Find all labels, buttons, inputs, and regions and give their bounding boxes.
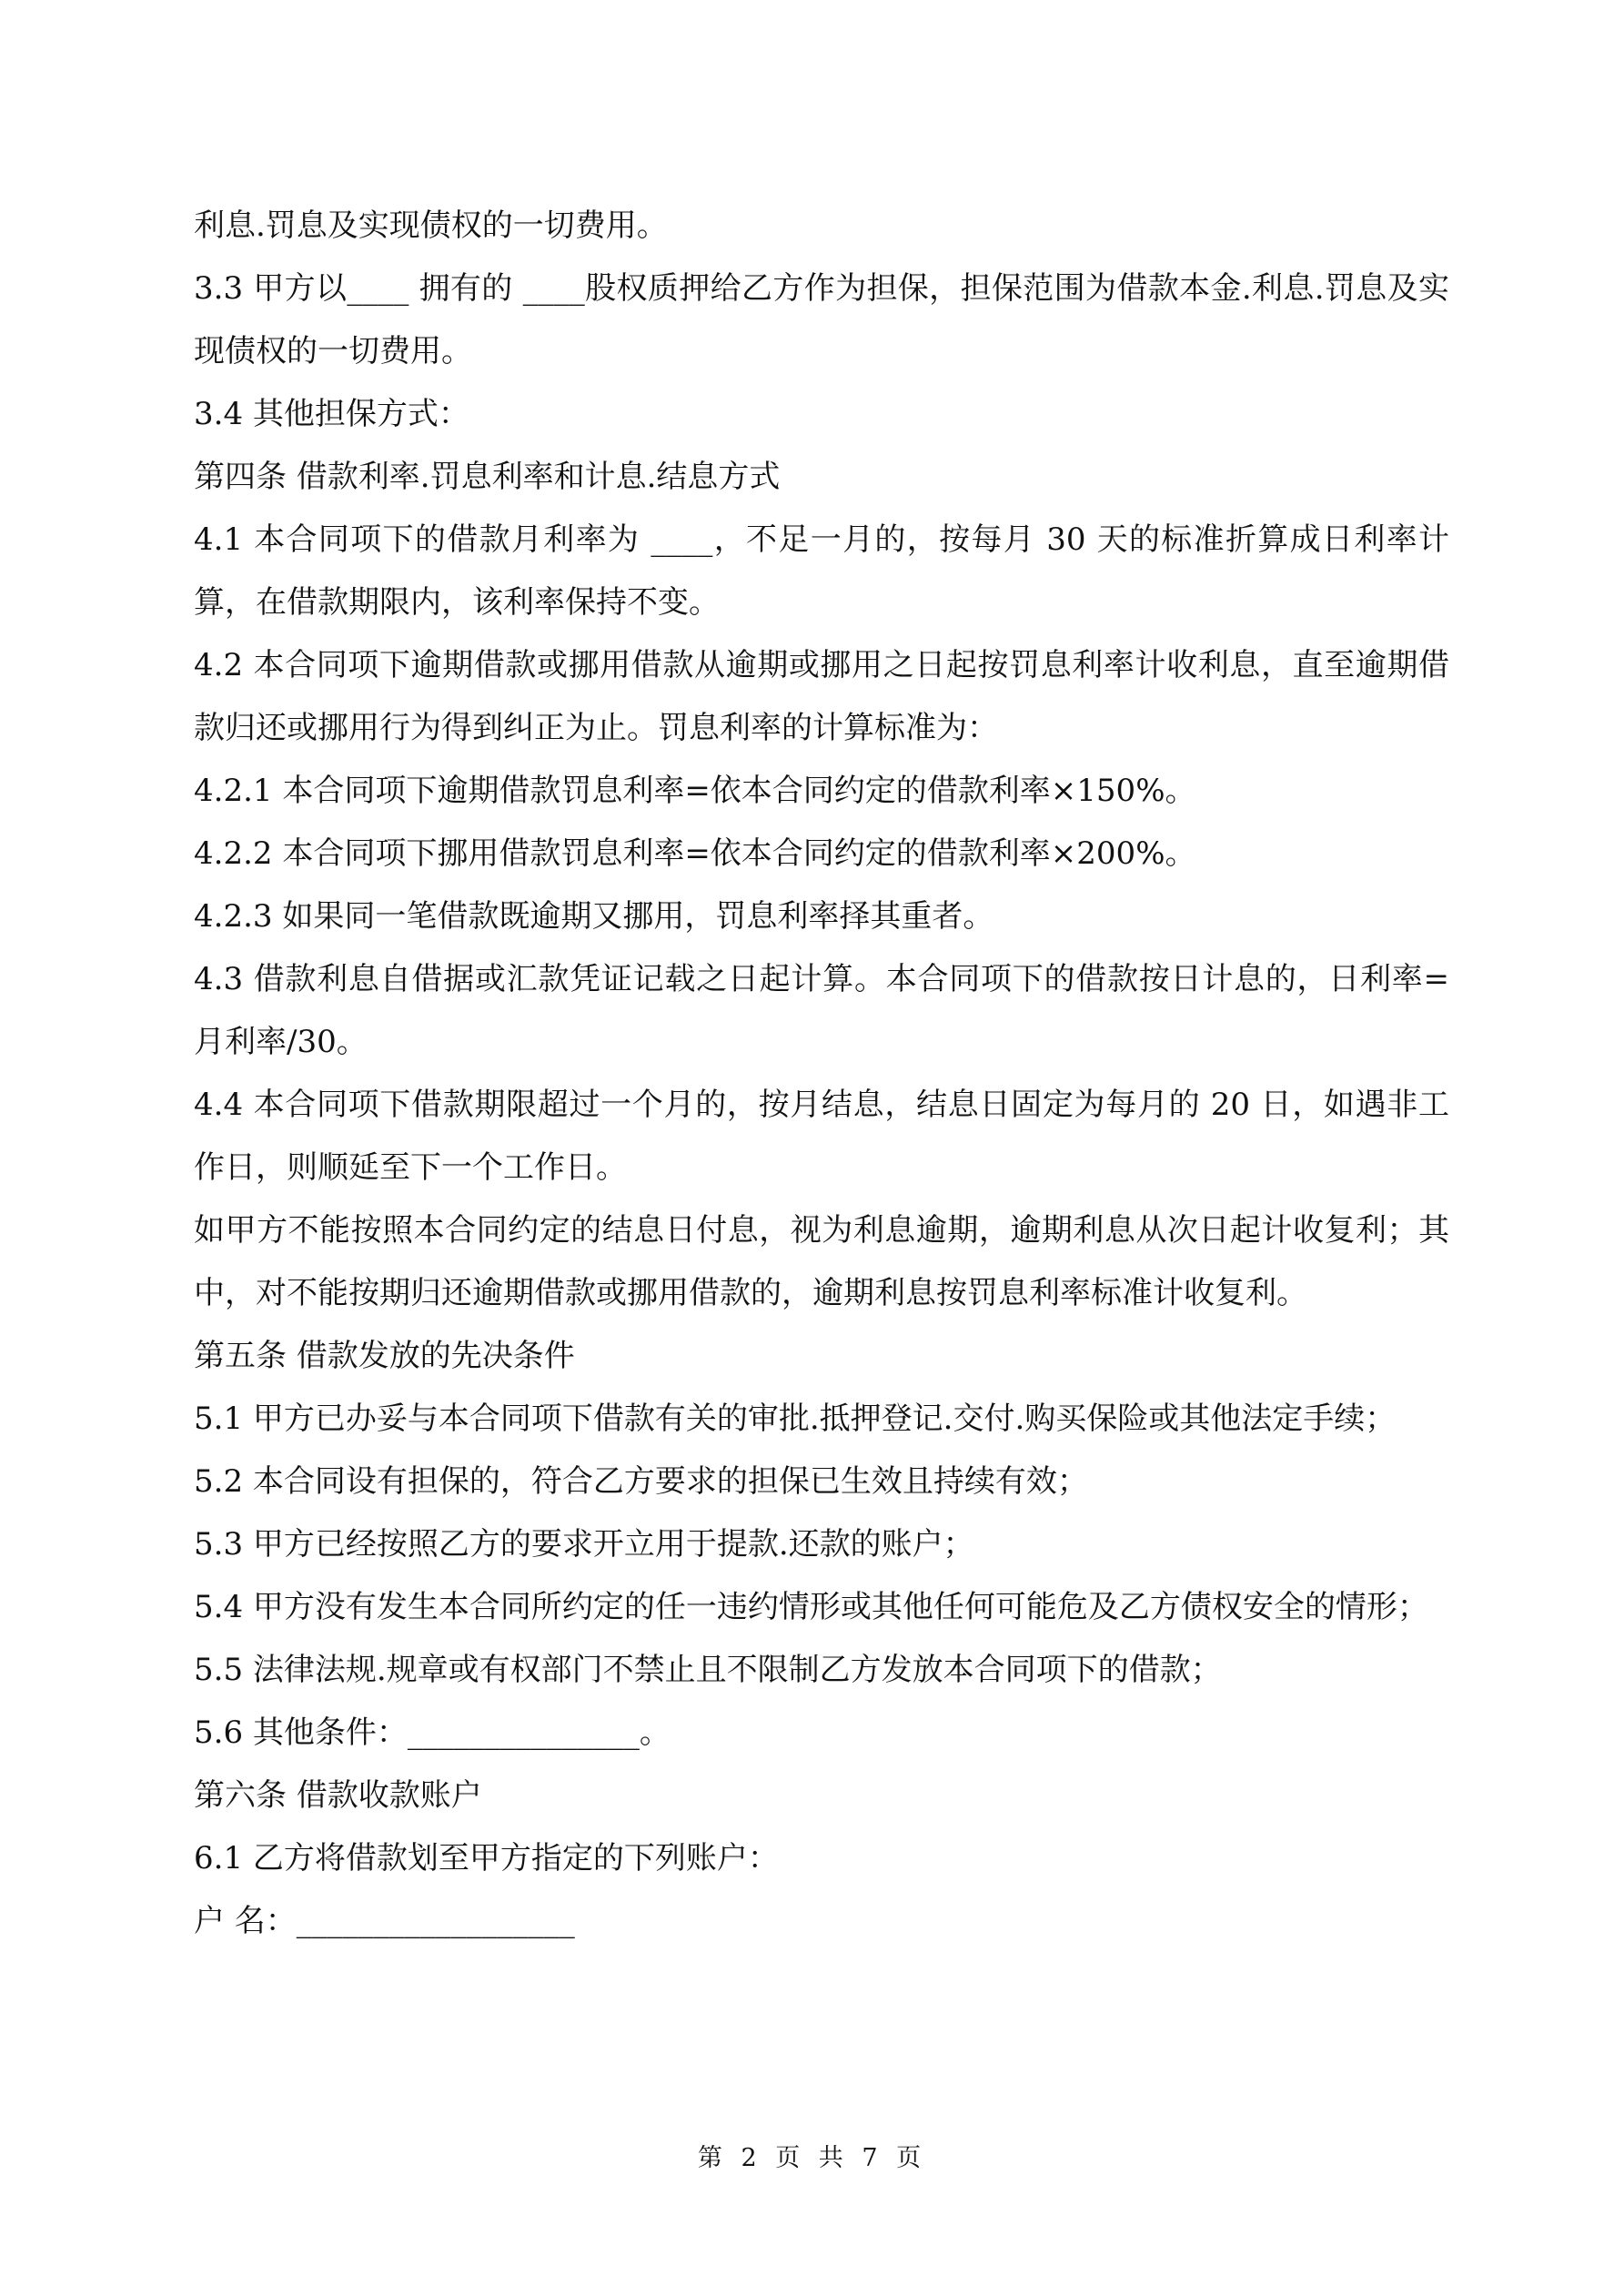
paragraph: 户 名：__________________ bbox=[194, 1903, 575, 1939]
paragraph: 5.6 其他条件：_______________。 bbox=[194, 1714, 671, 1751]
paragraph: 4.2 本合同项下逾期借款或挪用借款从逾期或挪用之日起按罚息利率计收利息，直至逾期借款归还或挪用行为得到纠正为止。罚息利率的计算标准为： bbox=[194, 647, 1449, 746]
page-number-footer: 第 2 页 共 7 页 bbox=[697, 2144, 927, 2172]
paragraph: 4.3 借款利息自借据或汇款凭证记载之日起计算。本合同项下的借款按日计息的，日利率=月利率/30。 bbox=[194, 961, 1449, 1060]
paragraph: 利息.罚息及实现债权的一切费用。 bbox=[194, 207, 668, 244]
paragraph: 3.3 甲方以____ 拥有的 ____股权质押给乙方作为担保，担保范围为借款本金.利息.罚息及实现债权的一切费用。 bbox=[194, 270, 1449, 369]
section-heading: 第四条 借款利率.罚息利率和计息.结息方式 bbox=[194, 459, 781, 495]
paragraph: 4.2.2 本合同项下挪用借款罚息利率=依本合同约定的借款利率×200%。 bbox=[194, 835, 1196, 872]
paragraph: 4.4 本合同项下借款期限超过一个月的，按月结息，结息日固定为每月的 20 日，如遇非工作日，则顺延至下一个工作日。 bbox=[194, 1087, 1449, 1186]
paragraph: 5.4 甲方没有发生本合同所约定的任一违约情形或其他任何可能危及乙方债权安全的情形； bbox=[194, 1589, 1428, 1625]
paragraph: 5.2 本合同设有担保的，符合乙方要求的担保已生效且持续有效； bbox=[194, 1463, 1088, 1500]
paragraph: 5.3 甲方已经按照乙方的要求开立用于提款.还款的账户； bbox=[194, 1526, 974, 1563]
document-body bbox=[194, 195, 1449, 1953]
paragraph: 4.2.1 本合同项下逾期借款罚息利率=依本合同约定的借款利率×150%。 bbox=[194, 773, 1196, 809]
paragraph: 5.5 法律法规.规章或有权部门不禁止且不限制乙方发放本合同项下的借款； bbox=[194, 1652, 1222, 1688]
paragraph: 5.1 甲方已办妥与本合同项下借款有关的审批.抵押登记.交付.购买保险或其他法定手续； bbox=[194, 1401, 1397, 1437]
paragraph: 3.4 其他担保方式： bbox=[194, 396, 469, 432]
paragraph: 如甲方不能按照本合同约定的结息日付息，视为利息逾期，逾期利息从次日起计收复利；其中，对不能按期归还逾期借款或挪用借款的，逾期利息按罚息利率标准计收复利。 bbox=[194, 1212, 1449, 1311]
section-heading: 第五条 借款发放的先决条件 bbox=[194, 1338, 575, 1374]
paragraph: 6.1 乙方将借款划至甲方指定的下列账户： bbox=[194, 1840, 779, 1876]
paragraph: 4.2.3 如果同一笔借款既逾期又挪用，罚息利率择其重者。 bbox=[194, 898, 994, 935]
section-heading: 第六条 借款收款账户 bbox=[194, 1777, 482, 1814]
paragraph: 4.1 本合同项下的借款月利率为 ____，不足一月的，按每月 30 天的标准折算成日利率计算，在借款期限内，该利率保持不变。 bbox=[194, 521, 1449, 621]
